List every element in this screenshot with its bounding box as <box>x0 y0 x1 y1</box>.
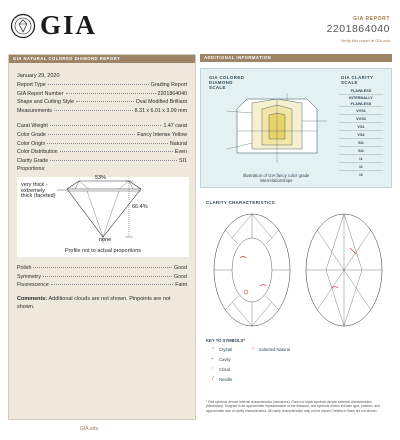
clarity-grade-vvs1: VVS1 <box>339 107 383 115</box>
cavity-icon: ⌐ <box>211 356 215 362</box>
key-item-needle: / Needle <box>210 377 232 382</box>
depth-percentage: 66.4% <box>132 203 148 210</box>
girdle-description: very thick - extremely thick (faceted) <box>21 181 56 200</box>
table-percentage: 53% <box>95 174 107 181</box>
clarity-grade-si2: SI2 <box>339 147 383 155</box>
report-header <box>327 16 390 43</box>
row-shape: Shape and Cutting Style Oval Modified Brilliant <box>17 99 187 106</box>
clarity-grade-if: INTERNALLY FLAWLESS <box>339 95 383 107</box>
comments <box>17 295 187 312</box>
verify-link[interactable]: Verify this report at GIA.edu <box>340 38 390 43</box>
row-symmetry: Symmetry Good <box>17 273 187 280</box>
clarity-characteristics-title: CLARITY CHARACTERISTICS <box>206 200 276 205</box>
clarity-grade-vs1: VS1 <box>339 123 383 131</box>
clarity-grade-vvs2: VVS2 <box>339 115 383 123</box>
cloud-icon: ◌ <box>211 366 215 372</box>
clarity-plots <box>210 208 386 337</box>
key-item-cloud: ◌ Cloud <box>211 366 230 372</box>
color-scale-caption: Illustration of GIA fancy color grade interrelationships <box>242 173 310 183</box>
clarity-grade-i2: I2 <box>339 163 383 171</box>
proportions-label: Proportions: <box>17 166 46 173</box>
row-report-number: GIA Report Number 2201864040 <box>17 90 187 97</box>
report-number: 2201864040 <box>326 23 390 35</box>
additional-info-band-title: ADDITIONAL INFORMATION <box>200 54 392 62</box>
plot-footnote: * Red symbols denote internal characteristics (inclusions). Green or black symbols denote external characteristics (blemishes). Diagram is an approximate representation of the diamond, and symbols shown indicate type, position, and approximate size of clarity characteristics. All clarity characteristics may not be shown. Details of finish are not shown. <box>206 400 380 413</box>
oval-plot-diagram-icon <box>210 208 386 332</box>
profile-caption: Profile not to actual proportions <box>64 247 142 254</box>
key-item-cavity: ⌐ Cavity <box>211 356 231 362</box>
comments-label: Comments: <box>17 295 48 302</box>
crystal-icon: ~ <box>211 346 215 352</box>
row-color-origin: Color Origin Natural <box>17 140 187 147</box>
comments-text: Additional clouds are not shown. Pinpoints are not shown. <box>17 295 171 311</box>
clarity-grade-i3: I3 <box>359 173 363 177</box>
row-polish: Polish Good <box>17 264 187 271</box>
clarity-scale-title: GIA CLARITY SCALE <box>341 75 374 85</box>
grading-panel <box>8 54 196 420</box>
indented-natural-icon: ∩ <box>251 346 255 352</box>
culet-description: none <box>99 236 112 243</box>
gia-logo-text: GIA <box>40 10 98 40</box>
row-color-distribution: Color Distribution Even <box>17 149 187 156</box>
color-scale-title: GIA COLORED DIAMOND SCALE <box>209 75 245 90</box>
key-item-crystal: ~ Crystal <box>211 346 233 352</box>
color-grade-diagram-icon <box>217 91 337 171</box>
row-measurements: Measurements 8.31 x 6.01 x 3.99 mm <box>17 107 187 114</box>
scales-box <box>200 68 392 188</box>
clarity-grade-si1: SI1 <box>339 139 383 147</box>
report-label: GIA REPORT <box>353 16 390 22</box>
clarity-grade-vs2: VS2 <box>339 131 383 139</box>
grading-band-title: GIA NATURAL COLORED DIAMOND REPORT <box>9 55 195 63</box>
key-to-symbols-title: KEY TO SYMBOLS* <box>206 338 245 343</box>
clarity-grade-fl: FLAWLESS <box>339 87 383 95</box>
row-report-type: Report Type Grading Report <box>17 82 187 88</box>
row-clarity-grade: Clarity Grade SI1 <box>17 157 187 164</box>
gia-seal-icon <box>10 13 36 39</box>
additional-info-panel <box>200 54 392 420</box>
row-fluorescence: Fluorescence Faint <box>17 282 187 289</box>
footer-gia-link[interactable]: GIA.edu <box>80 426 99 432</box>
report-date: January 29, 2020 <box>17 73 60 79</box>
needle-icon: / <box>212 376 214 382</box>
clarity-grade-i1: I1 <box>339 155 383 163</box>
gia-logo <box>10 10 97 41</box>
report-rows <box>17 82 187 175</box>
proportions-diagram <box>17 174 189 257</box>
row-carat-weight: Carat Weight 1.47 carat <box>17 123 187 130</box>
finish-rows <box>17 265 187 291</box>
row-color-grade: Color Grade Fancy Intense Yellow <box>17 131 187 138</box>
clarity-scale-list <box>339 87 383 179</box>
key-item-indented-natural: ∩ Indented Natural <box>251 346 290 352</box>
